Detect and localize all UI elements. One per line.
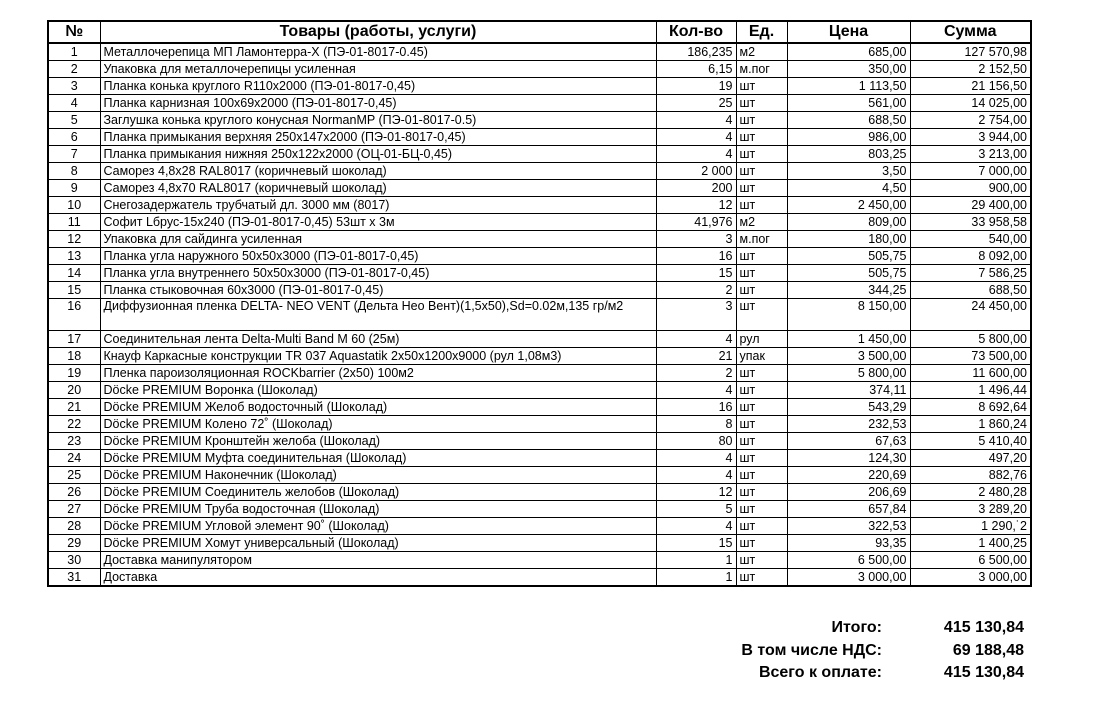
cell-price: 322,53: [787, 518, 910, 535]
cell-name: Планка конька круглого R110x2000 (ПЭ-01-8017-0,45): [100, 78, 656, 95]
table-row: [48, 382, 1031, 399]
table-row: [48, 265, 1031, 282]
cell-num: 21: [48, 399, 100, 416]
cell-price: 232,53: [787, 416, 910, 433]
cell-name: Döcke PREMIUM Муфта соединительная (Шоколад): [100, 450, 656, 467]
cell-qty: 200: [656, 180, 736, 197]
invoice-document: [47, 20, 1030, 587]
cell-price: 688,50: [787, 112, 910, 129]
table-row: [48, 348, 1031, 365]
total-value: 415 130,84: [943, 619, 1024, 636]
table-row: [48, 518, 1031, 535]
cell-qty: 3: [656, 299, 736, 331]
cell-qty: 12: [656, 197, 736, 214]
cell-unit: шт: [736, 129, 787, 146]
header-num: №: [48, 21, 100, 43]
total-value: 69 188,48: [952, 641, 1024, 659]
cell-name: Планка карнизная 100x69x2000 (ПЭ-01-8017-0,45): [100, 95, 656, 112]
cell-price: 543,29: [787, 399, 910, 416]
cell-unit: шт: [736, 299, 787, 331]
cell-unit: шт: [736, 163, 787, 180]
table-row: [48, 552, 1031, 569]
cell-price: 3,50: [787, 163, 910, 180]
cell-unit: шт: [736, 112, 787, 129]
cell-sum: 900,00: [910, 180, 1031, 197]
cell-sum: 14 025,00: [910, 95, 1031, 112]
cell-qty: 4: [656, 450, 736, 467]
cell-qty: 186,235: [656, 43, 736, 61]
cell-sum: 2 152,50: [910, 61, 1031, 78]
cell-num: 3: [48, 78, 100, 95]
cell-qty: 6,15: [656, 61, 736, 78]
cell-unit: шт: [736, 433, 787, 450]
cell-qty: 15: [656, 265, 736, 282]
cell-qty: 3: [656, 231, 736, 248]
cell-num: 2: [48, 61, 100, 78]
cell-sum: 7 586,25: [910, 265, 1031, 282]
cell-name: Соединительная лента Delta-Multi Band M 60 (25м): [100, 331, 656, 348]
table-row: [48, 78, 1031, 95]
cell-name: Döcke PREMIUM Колено 72˚ (Шоколад): [100, 416, 656, 433]
cell-num: 20: [48, 382, 100, 399]
cell-unit: шт: [736, 484, 787, 501]
cell-sum: 3 000,00: [910, 569, 1031, 587]
cell-unit: рул: [736, 331, 787, 348]
cell-price: 505,75: [787, 265, 910, 282]
cell-num: 31: [48, 569, 100, 587]
table-row: [48, 282, 1031, 299]
cell-qty: 16: [656, 399, 736, 416]
cell-price: 350,00: [787, 61, 910, 78]
cell-qty: 8: [656, 416, 736, 433]
cell-price: 986,00: [787, 129, 910, 146]
cell-qty: 4: [656, 518, 736, 535]
cell-name: Заглушка конька круглого конусная NormanMP (ПЭ-01-8017-0.5): [100, 112, 656, 129]
cell-price: 685,00: [787, 43, 910, 61]
cell-price: 206,69: [787, 484, 910, 501]
cell-sum: 21 156,50: [910, 78, 1031, 95]
cell-unit: шт: [736, 501, 787, 518]
cell-sum: 1 290,˙2: [910, 518, 1031, 535]
cell-qty: 4: [656, 331, 736, 348]
cell-qty: 2: [656, 365, 736, 382]
cell-name: Döcke PREMIUM Угловой элемент 90˚ (Шоколад): [100, 518, 656, 535]
cell-name: Планка угла наружного 50x50x3000 (ПЭ-01-8017-0,45): [100, 248, 656, 265]
cell-unit: шт: [736, 248, 787, 265]
cell-price: 657,84: [787, 501, 910, 518]
cell-num: 5: [48, 112, 100, 129]
cell-name: Планка примыкания нижняя 250x122x2000 (ОЦ-01-БЦ-0,45): [100, 146, 656, 163]
cell-price: 3 500,00: [787, 348, 910, 365]
total-row: [620, 617, 1030, 640]
cell-price: 561,00: [787, 95, 910, 112]
cell-price: 6 500,00: [787, 552, 910, 569]
cell-price: 124,30: [787, 450, 910, 467]
cell-num: 25: [48, 467, 100, 484]
cell-name: Планка стыковочная 60x3000 (ПЭ-01-8017-0,45): [100, 282, 656, 299]
cell-name: Металлочерепица МП Ламонтерра-X (ПЭ-01-8017-0.45): [100, 43, 656, 61]
table-row: [48, 399, 1031, 416]
cell-unit: шт: [736, 146, 787, 163]
cell-unit: м.пог: [736, 231, 787, 248]
cell-num: 1: [48, 43, 100, 61]
cell-sum: 3 289,20: [910, 501, 1031, 518]
cell-qty: 41,976: [656, 214, 736, 231]
table-row: [48, 231, 1031, 248]
table-row: [48, 433, 1031, 450]
table-row: [48, 331, 1031, 348]
cell-price: 8 150,00: [787, 299, 910, 331]
table-row: [48, 43, 1031, 61]
cell-num: 7: [48, 146, 100, 163]
cell-price: 505,75: [787, 248, 910, 265]
cell-price: 809,00: [787, 214, 910, 231]
cell-num: 29: [48, 535, 100, 552]
cell-unit: шт: [736, 399, 787, 416]
cell-num: 22: [48, 416, 100, 433]
cell-name: Кнауф Каркасные конструкции TR 037 Aquastatik 2x50x1200x9000 (рул 1,08м3): [100, 348, 656, 365]
cell-price: 67,63: [787, 433, 910, 450]
table-row: [48, 501, 1031, 518]
cell-qty: 25: [656, 95, 736, 112]
cell-qty: 16: [656, 248, 736, 265]
cell-sum: 3 213,00: [910, 146, 1031, 163]
cell-unit: шт: [736, 78, 787, 95]
table-row: [48, 299, 1031, 331]
cell-unit: шт: [736, 450, 787, 467]
cell-unit: шт: [736, 416, 787, 433]
table-row: [48, 146, 1031, 163]
table-row: [48, 248, 1031, 265]
cell-name: Döcke PREMIUM Труба водосточная (Шоколад): [100, 501, 656, 518]
table-row: [48, 535, 1031, 552]
cell-sum: 11 600,00: [910, 365, 1031, 382]
cell-name: Упаковка для сайдинга усиленная: [100, 231, 656, 248]
cell-sum: 688,50: [910, 282, 1031, 299]
cell-sum: 2 754,00: [910, 112, 1031, 129]
cell-unit: шт: [736, 518, 787, 535]
cell-name: Доставка: [100, 569, 656, 587]
cell-sum: 6 500,00: [910, 552, 1031, 569]
cell-price: 374,11: [787, 382, 910, 399]
cell-sum: 497,20: [910, 450, 1031, 467]
cell-sum: 73 500,00: [910, 348, 1031, 365]
cell-price: 220,69: [787, 467, 910, 484]
table-row: [48, 180, 1031, 197]
cell-sum: 29 400,00: [910, 197, 1031, 214]
cell-num: 6: [48, 129, 100, 146]
cell-num: 23: [48, 433, 100, 450]
cell-num: 28: [48, 518, 100, 535]
cell-num: 24: [48, 450, 100, 467]
cell-qty: 80: [656, 433, 736, 450]
table-row: [48, 112, 1031, 129]
cell-qty: 4: [656, 146, 736, 163]
cell-qty: 1: [656, 552, 736, 569]
cell-unit: шт: [736, 467, 787, 484]
cell-num: 13: [48, 248, 100, 265]
cell-unit: м2: [736, 214, 787, 231]
table-row: [48, 484, 1031, 501]
cell-name: Döcke PREMIUM Наконечник (Шоколад): [100, 467, 656, 484]
cell-qty: 2: [656, 282, 736, 299]
cell-name: Döcke PREMIUM Соединитель желобов (Шоколад): [100, 484, 656, 501]
cell-name: Упаковка для металлочерепицы усиленная: [100, 61, 656, 78]
cell-sum: 3 944,00: [910, 129, 1031, 146]
totals-block: [620, 617, 1030, 685]
cell-sum: 5 800,00: [910, 331, 1031, 348]
total-row: [620, 640, 1030, 663]
cell-qty: 19: [656, 78, 736, 95]
cell-price: 4,50: [787, 180, 910, 197]
cell-num: 17: [48, 331, 100, 348]
cell-sum: 33 958,58: [910, 214, 1031, 231]
table-row: [48, 197, 1031, 214]
cell-num: 9: [48, 180, 100, 197]
cell-name: Планка примыкания верхняя 250x147x2000 (ПЭ-01-8017-0,45): [100, 129, 656, 146]
cell-unit: шт: [736, 282, 787, 299]
cell-name: Саморез 4,8x70 RAL8017 (коричневый шоколад): [100, 180, 656, 197]
cell-name: Döcke PREMIUM Воронка (Шоколад): [100, 382, 656, 399]
cell-name: Döcke PREMIUM Кронштейн желоба (Шоколад): [100, 433, 656, 450]
cell-sum: 7 000,00: [910, 163, 1031, 180]
cell-sum: 5 410,40: [910, 433, 1031, 450]
cell-qty: 4: [656, 382, 736, 399]
table-row: [48, 450, 1031, 467]
cell-name: Саморез 4,8x28 RAL8017 (коричневый шоколад): [100, 163, 656, 180]
cell-qty: 5: [656, 501, 736, 518]
header-sum: Сумма: [910, 21, 1031, 43]
cell-name: Döcke PREMIUM Желоб водосточный (Шоколад): [100, 399, 656, 416]
cell-price: 3 000,00: [787, 569, 910, 587]
cell-num: 12: [48, 231, 100, 248]
cell-unit: шт: [736, 569, 787, 587]
cell-num: 27: [48, 501, 100, 518]
cell-unit: шт: [736, 535, 787, 552]
total-label: Всего к оплате:: [758, 664, 882, 681]
cell-unit: шт: [736, 382, 787, 399]
cell-num: 15: [48, 282, 100, 299]
cell-price: 1 113,50: [787, 78, 910, 95]
cell-name: Доставка манипулятором: [100, 552, 656, 569]
total-label: В том числе НДС:: [741, 641, 882, 659]
cell-sum: 8 692,64: [910, 399, 1031, 416]
cell-sum: 24 450,00: [910, 299, 1031, 331]
table-row: [48, 569, 1031, 587]
cell-sum: 1 400,25: [910, 535, 1031, 552]
cell-name: Планка угла внутреннего 50x50x3000 (ПЭ-01-8017-0,45): [100, 265, 656, 282]
cell-price: 5 800,00: [787, 365, 910, 382]
cell-price: 180,00: [787, 231, 910, 248]
table-header-row: [48, 21, 1031, 43]
cell-qty: 15: [656, 535, 736, 552]
cell-unit: шт: [736, 365, 787, 382]
cell-qty: 4: [656, 129, 736, 146]
total-value: 415 130,84: [943, 664, 1024, 681]
cell-sum: 1 496,44: [910, 382, 1031, 399]
cell-num: 10: [48, 197, 100, 214]
header-price: Цена: [787, 21, 910, 43]
cell-unit: шт: [736, 552, 787, 569]
cell-price: 1 450,00: [787, 331, 910, 348]
table-row: [48, 163, 1031, 180]
cell-qty: 1: [656, 569, 736, 587]
cell-unit: упак: [736, 348, 787, 365]
table-row: [48, 467, 1031, 484]
cell-sum: 2 480,28: [910, 484, 1031, 501]
cell-name: Софит Lбрус-15x240 (ПЭ-01-8017-0,45) 53шт х 3м: [100, 214, 656, 231]
cell-qty: 12: [656, 484, 736, 501]
cell-qty: 4: [656, 467, 736, 484]
cell-price: 803,25: [787, 146, 910, 163]
cell-price: 344,25: [787, 282, 910, 299]
cell-qty: 21: [656, 348, 736, 365]
cell-name: Снегозадержатель трубчатый дл. 3000 мм (8017): [100, 197, 656, 214]
cell-name: Пленка пароизоляционная ROCKbarrier (2x50) 100м2: [100, 365, 656, 382]
cell-unit: шт: [736, 265, 787, 282]
cell-sum: 127 570,98: [910, 43, 1031, 61]
cell-num: 18: [48, 348, 100, 365]
cell-unit: м2: [736, 43, 787, 61]
cell-num: 30: [48, 552, 100, 569]
cell-sum: 1 860,24: [910, 416, 1031, 433]
table-row: [48, 416, 1031, 433]
table-row: [48, 129, 1031, 146]
cell-num: 11: [48, 214, 100, 231]
table-body: [48, 43, 1031, 586]
cell-unit: шт: [736, 95, 787, 112]
cell-sum: 882,76: [910, 467, 1031, 484]
cell-unit: шт: [736, 197, 787, 214]
table-row: [48, 95, 1031, 112]
cell-num: 16: [48, 299, 100, 331]
header-unit: Ед.: [736, 21, 787, 43]
cell-num: 14: [48, 265, 100, 282]
table-row: [48, 61, 1031, 78]
cell-price: 2 450,00: [787, 197, 910, 214]
invoice-table: [47, 20, 1032, 587]
cell-sum: 8 092,00: [910, 248, 1031, 265]
total-label: Итого:: [831, 619, 882, 636]
cell-num: 8: [48, 163, 100, 180]
cell-num: 26: [48, 484, 100, 501]
cell-name: Döcke PREMIUM Хомут универсальный (Шоколад): [100, 535, 656, 552]
header-name: Товары (работы, услуги): [100, 21, 656, 43]
header-qty: Кол-во: [656, 21, 736, 43]
cell-num: 19: [48, 365, 100, 382]
cell-num: 4: [48, 95, 100, 112]
cell-qty: 2 000: [656, 163, 736, 180]
cell-sum: 540,00: [910, 231, 1031, 248]
cell-name: Диффузионная пленка DELTA- NEO VENT (Дельта Нео Вент)(1,5x50),Sd=0.02м,135 гр/м2: [100, 299, 656, 331]
cell-unit: м.пог: [736, 61, 787, 78]
cell-price: 93,35: [787, 535, 910, 552]
total-row: [620, 662, 1030, 685]
table-row: [48, 214, 1031, 231]
cell-qty: 4: [656, 112, 736, 129]
cell-unit: шт: [736, 180, 787, 197]
table-row: [48, 365, 1031, 382]
